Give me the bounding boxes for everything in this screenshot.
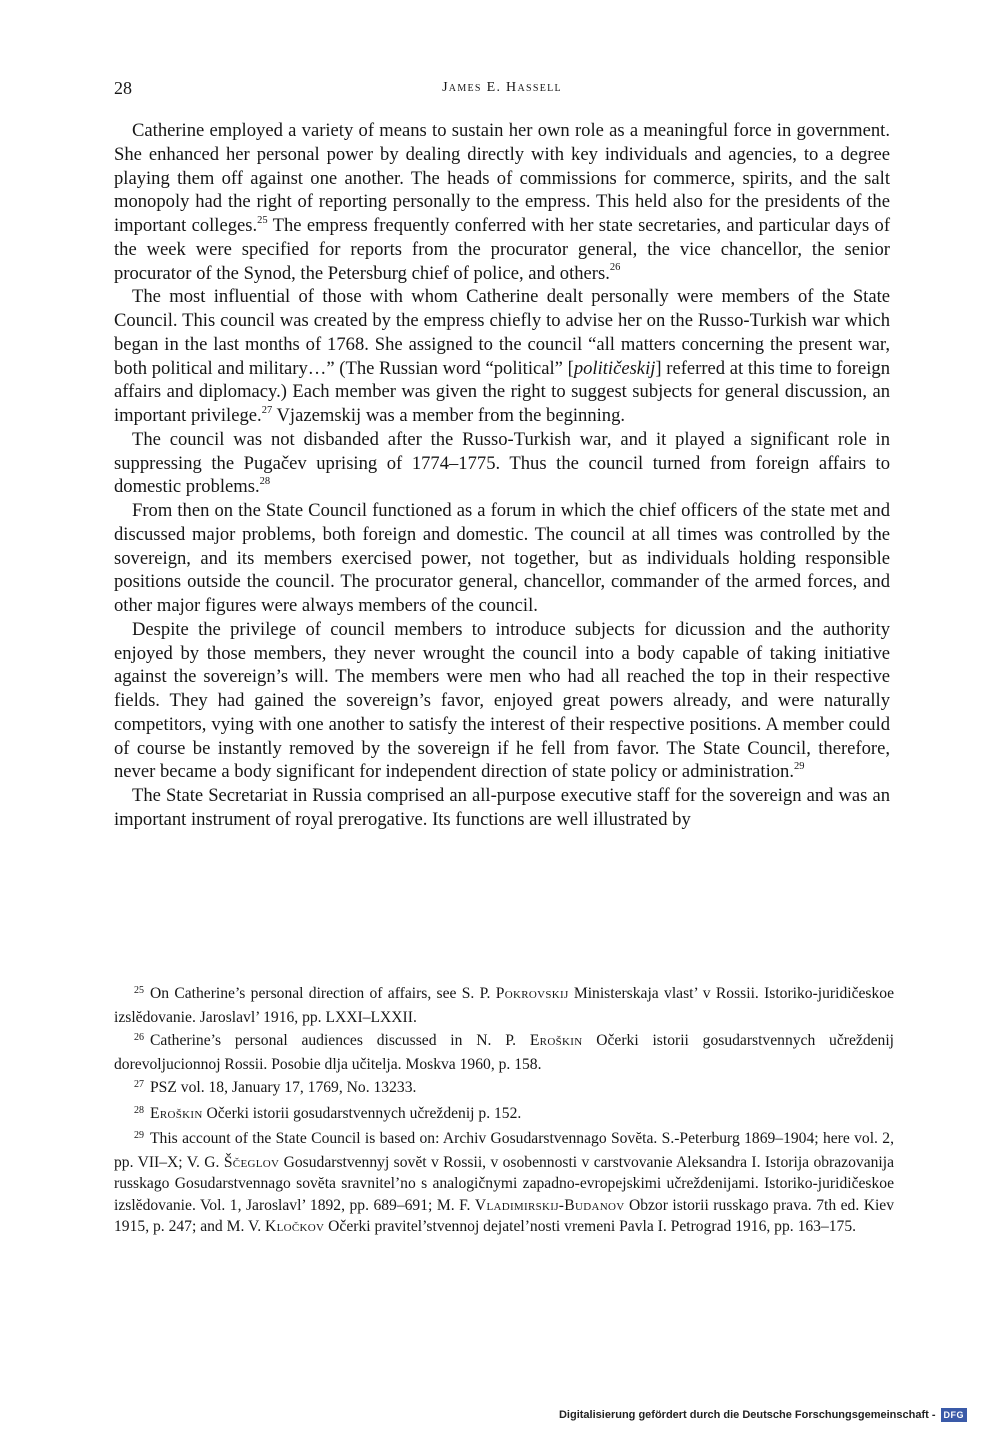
italic-term: političeskij — [573, 357, 656, 379]
author-name: Eroškin — [150, 1104, 203, 1122]
paragraph-text: Despite the privilege of council members to introduce subjects for dicussion and the authority enjoyed by those members, they never wrought the council into a body capable of taking initiative against the sovereign’s will. The members were men who had all reached the top in their respective fields. They had gained the sovereign’s favor, enjoyed great powers already, and were naturally competitors, vying with one another to satisfy the interest of their respective positions. A member could of course be instantly removed by the sovereign if he fell from favor. The State Council, therefore, never became a body significant for independent direction of state policy or administration. — [114, 618, 890, 783]
paragraph-text: ] referred at this time to foreign affairs and diplomacy.) Each member was given the right to suggest subjects for general discussion, an important privilege. — [114, 357, 890, 426]
running-head: James E. Hassell — [442, 80, 562, 95]
page-number: 28 — [114, 78, 132, 98]
footnote-ref-26: 26 — [609, 262, 621, 274]
footnote-29 — [114, 1128, 894, 1238]
footnote-number: 25 — [134, 985, 144, 996]
footnote-number: 28 — [134, 1104, 144, 1116]
footnote-text: Ministerskaja vlast’ v Rossii. Istoriko-juridičeskoe izslĕdovanie. Jaroslavl’ 1916, pp. LXXI–LXXII. — [114, 985, 895, 1026]
author-name: Vladimirskij-Budanov — [474, 1196, 625, 1214]
footnote-text: Gosudarstvennyj sovĕt v Rossii, v osobennosti v carstvovanie Aleksandra I. Istorija obrazovanija russkago Gosudarstvennago sovĕta sravnitel’no s analogičnymi zapadno-evropejskimi učreždenijami. Istoriko-juridičeskoe izslĕdovanie. Vol. 1, Jaroslavl’ 1892, pp. 689–691; M. F. — [114, 1153, 894, 1214]
paragraph-text: The most influential of those with whom Catherine dealt personally were members of the State Council. This council was created by the empress chiefly to advise her on the Russo-Turkish war which began in the last months of 1768. She assigned to the council “all matters concerning the present war, both political and military…” (The Russian word “political” [ — [114, 286, 890, 379]
footnote-ref-28: 28 — [259, 476, 271, 488]
footnote-text: Catherine’s personal audiences discussed in N. P. — [150, 1032, 530, 1049]
paragraph-catherine-means — [114, 119, 890, 285]
footnote-number: 26 — [134, 1032, 144, 1043]
paragraph-text: The council was not disbanded after the Russo-Turkish war, and it played a significant role in suppressing the Pugačev uprising of 1774–1775. Thus the council turned from foreign affairs to domestic problems. — [114, 428, 890, 498]
footnote-text: PSZ vol. 18, January 17, 1769, No. 13233. — [150, 1079, 417, 1096]
footnote-ref-27: 27 — [261, 404, 273, 416]
paragraph-privilege — [114, 618, 890, 784]
footnote-number: 29 — [134, 1130, 144, 1141]
footnotes — [114, 983, 894, 1240]
author-name: Kločkov — [265, 1218, 325, 1235]
footnote-text: This account of the State Council is based on: Archiv Gosudarstvennago Sovĕta. S.-Peterburg 1869–1904; here vol. 2, pp. VII–X; V. G. — [114, 1130, 894, 1171]
footnote-ref-29: 29 — [794, 761, 805, 773]
author-name: Pokrovskij — [495, 985, 569, 1002]
paragraph-text: From then on the State Council functioned as a forum in which the chief officers of the state met and discussed major problems, both foreign and domestic. The council at all times was controlled by the sovereign, and its members exercised power, not together, but as individuals holding responsible positions outside the council. The procurator general, chancellor, commander of the armed forces, and other major figures were always members of the council. — [114, 500, 890, 616]
funding-text: Digitalisierung gefördert durch die Deutsche Forschungsgemeinschaft - — [558, 1409, 936, 1421]
footnote-text: Očerki istorii gosudarstvennych učreždenij dorevoljucionnoj Rossii. Posobie dlja učitelja. Moskva 1960, p. 158. — [114, 1032, 894, 1073]
paragraph-state-council — [114, 285, 890, 428]
footnote-28 — [114, 1103, 894, 1127]
body-text — [114, 119, 890, 832]
page-header — [114, 78, 890, 102]
footnote-text: Obzor istorii russkago prava. 7th ed. Kiev 1915, p. 247; and M. V. — [114, 1196, 895, 1235]
footnote-text: Očerki pravitel’stvennoj dejatel’nosti vremeni Pavla I. Petrograd 1916, pp. 163–175. — [324, 1218, 857, 1235]
footnote-number: 27 — [134, 1079, 144, 1090]
author-name: Eroškin — [529, 1032, 583, 1049]
author-name: Ščeglov — [223, 1153, 280, 1171]
footnote-27 — [114, 1077, 894, 1101]
paragraph-council-not-disbanded — [114, 428, 890, 499]
paragraph-text: Catherine employed a variety of means to sustain her own role as a meaningful force in government. She enhanced her personal power by dealing directly with key individuals and agencies, to a degree playing them off against one another. The heads of commissions for commerce, spirits, and the salt monopoly had the right of reporting personally to the empress. This held also for the presidents of the important colleges. — [114, 120, 890, 236]
footnote-25 — [114, 983, 894, 1028]
paragraph-text: The State Secretariat in Russia comprised an all-purpose executive staff for the sovereign and was an important instrument of royal prerogative. Its functions are well illustrated by — [114, 785, 890, 830]
footnote-text: Očerki istorii gosudarstvennych učreždenij p. 152. — [202, 1104, 522, 1122]
dfg-logo: DFG — [941, 1408, 968, 1422]
footnote-ref-25: 25 — [257, 214, 268, 226]
footnote-26 — [114, 1030, 894, 1075]
funding-notice — [559, 1405, 967, 1425]
paragraph-state-secretariat — [114, 784, 890, 832]
paragraph-text: Vjazemskij was a member from the beginning. — [276, 405, 626, 426]
paragraph-text: The empress frequently conferred with her state secretaries, and particular days of the week were specified for reports from the procurator general, the vice chancellor, the senior procurator of the Synod, the Petersburg chief of police, and others. — [114, 215, 891, 284]
footnote-text: On Catherine’s personal direction of affairs, see S. P. — [150, 985, 496, 1002]
paragraph-forum — [114, 499, 890, 618]
